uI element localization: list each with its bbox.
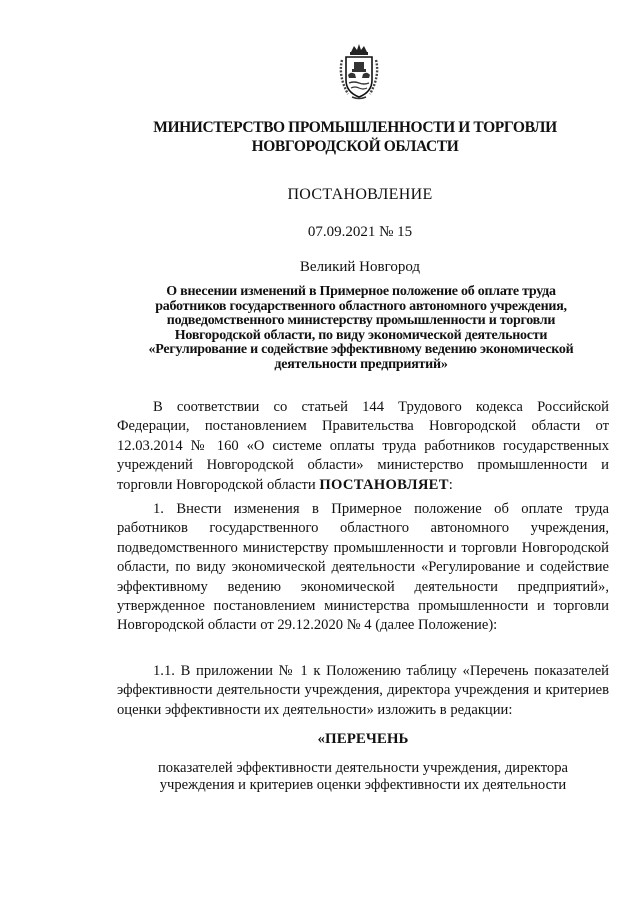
perechen-subtitle bbox=[120, 760, 606, 794]
item-1-text: 1. Внести изменения в Примерное положение об оплате труда работников государственного областного автономного учреждения, подведомственного министерству промышленности и торговли Новгородской области, по виду экономической деятельности «Регулирование и содействие эффективному ведению экономической деятельности предприятий», утвержденное постановлением министерства промышленности и торговли Новгородской области от 29.12.2020 № 4 (далее Положение): bbox=[117, 501, 609, 634]
item-1-1-text: 1.1. В приложении № 1 к Положению таблицу «Перечень показателей эффективности деятельности учреждения, директора учреждения и критериев оценки эффективности их деятельности» изложить в редакции: bbox=[117, 663, 609, 718]
title-line: «Регулирование и содействие эффективному ведению экономической bbox=[148, 342, 574, 358]
ministry-line-1: МИНИСТЕРСТВО ПРОМЫШЛЕННОСТИ И ТОРГОВЛИ bbox=[153, 119, 557, 136]
document-date-number: 07.09.2021 № 15 bbox=[307, 224, 413, 240]
perechen-subtitle-line-2: учреждения и критериев оценки эффективности их деятельности bbox=[159, 777, 567, 793]
document-type: ПОСТАНОВЛЕНИЕ bbox=[287, 186, 433, 203]
title-line: Новгородской области, по виду экономической деятельности bbox=[174, 327, 548, 343]
title-line: работников государственного областного автономного учреждения, bbox=[155, 298, 567, 314]
title-line: О внесении изменений в Примерное положение об оплате труда bbox=[166, 284, 556, 299]
perechen-title: «ПЕРЕЧЕНЬ bbox=[317, 731, 409, 747]
document-city: Великий Новгород bbox=[299, 259, 421, 275]
document-title bbox=[118, 285, 604, 373]
item-1-1-paragraph bbox=[117, 662, 609, 720]
title-line: деятельности предприятий» bbox=[274, 356, 448, 372]
title-line: подведомственного министерству промышленности и торговли bbox=[166, 313, 556, 329]
novgorod-coat-of-arms-icon bbox=[334, 42, 384, 100]
ministry-line-2: НОВГОРОДСКОЙ ОБЛАСТИ bbox=[251, 138, 459, 155]
ministry-name bbox=[120, 118, 590, 156]
intro-end: : bbox=[448, 476, 453, 493]
item-1-paragraph bbox=[117, 500, 609, 636]
intro-text: В соответствии со статьей 144 Трудового кодекса Российской Федерации, постановлением Правительства Новгородской области от 12.03.2014 № 160 «О системе оплаты труда работников государственных учреждений Новгородской области» министерство промышленности и торговли Новгородской области bbox=[117, 399, 609, 493]
intro-paragraph bbox=[117, 398, 609, 495]
perechen-subtitle-line-1: показателей эффективности деятельности учреждения, директора bbox=[157, 760, 568, 776]
resolves-keyword: ПОСТАНОВЛЯЕТ bbox=[319, 476, 449, 493]
